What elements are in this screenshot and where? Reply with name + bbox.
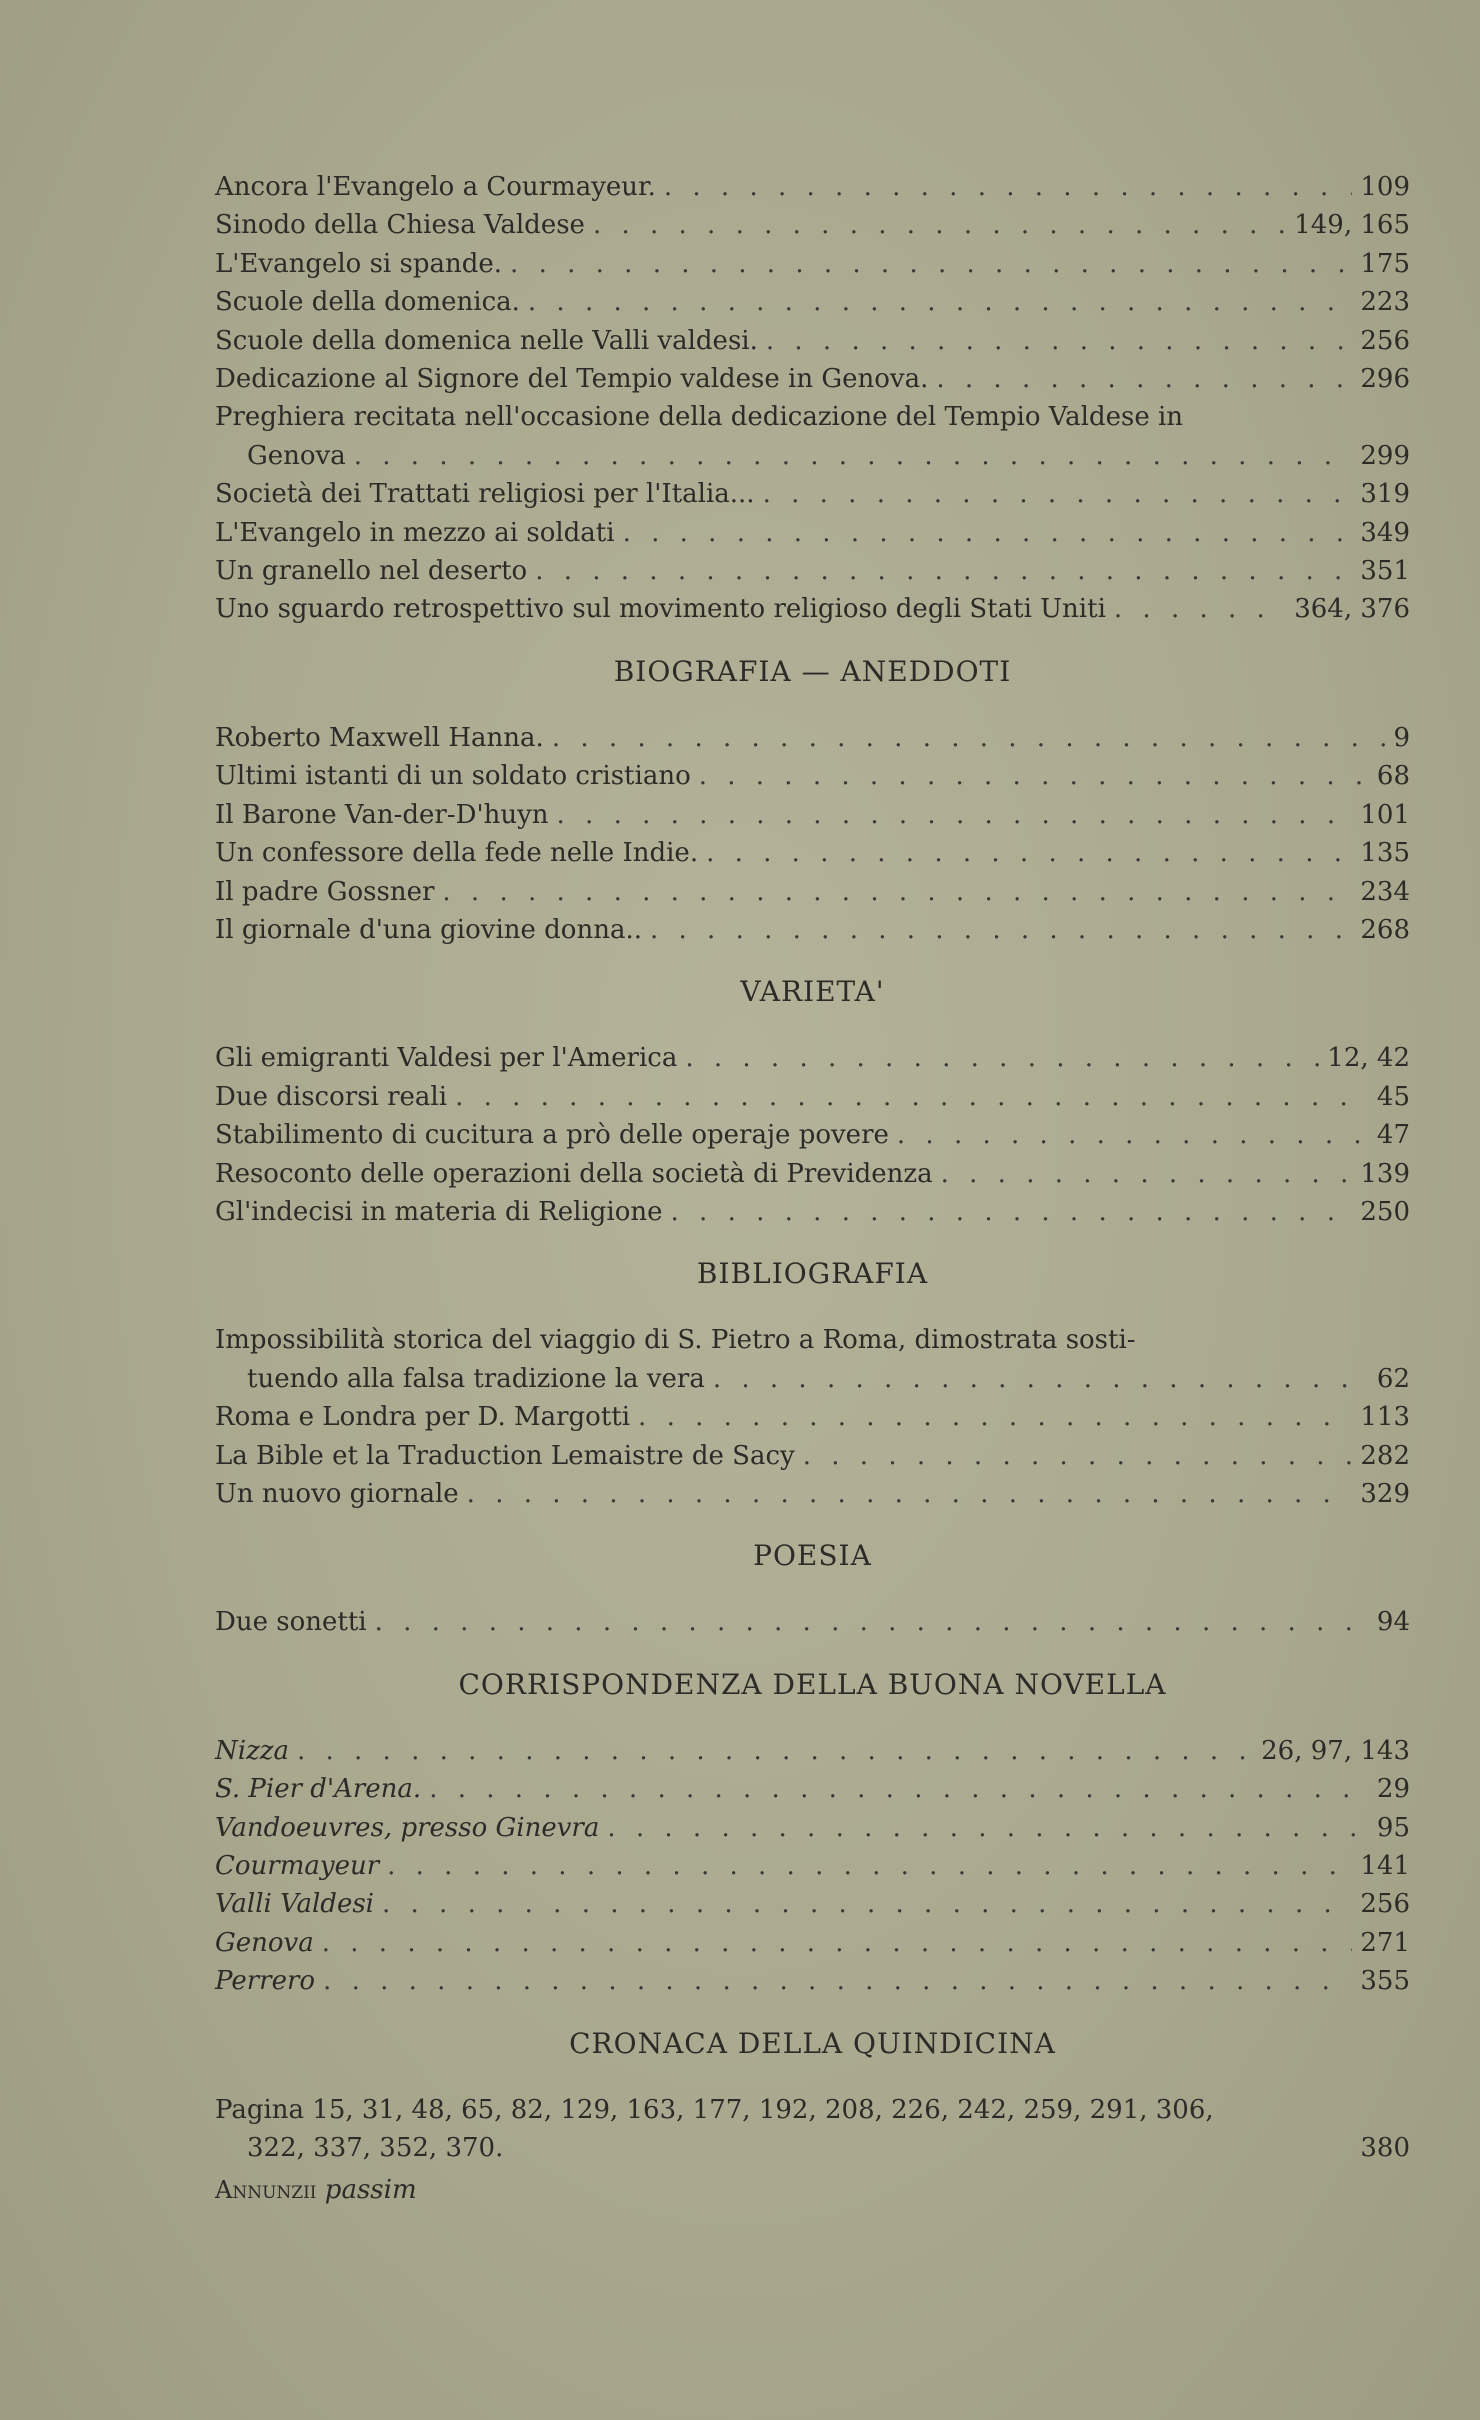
toc-entry (215, 322, 1410, 360)
dot-leader (323, 1962, 1352, 2000)
toc-section (215, 653, 1410, 949)
entry-line (215, 322, 1410, 360)
toc-entry (215, 1039, 1410, 1077)
entry-page: 26, 97, 143 (1261, 1735, 1410, 1766)
dot-leader (557, 796, 1353, 834)
entry-line (215, 475, 1410, 513)
annunzi-line (215, 2171, 1410, 2209)
entry-title-first-line: Preghiera recitata nell'occasione della dedicazione del Tempio Valdese in (215, 402, 1184, 433)
entry-page: 135 (1360, 838, 1410, 869)
dot-leader (897, 1116, 1369, 1154)
dot-leader (467, 1475, 1353, 1513)
entry-page: 355 (1360, 1966, 1410, 1997)
dot-leader (763, 475, 1353, 513)
entry-title: Gli emigranti Valdesi per l'America (215, 1043, 678, 1074)
entry-line (215, 1360, 1410, 1398)
toc-entry (215, 590, 1410, 628)
entry-page: 282 (1360, 1440, 1410, 1471)
spacer (317, 2175, 325, 2205)
entry-line (215, 1155, 1410, 1193)
toc-entry (215, 1847, 1410, 1885)
entry-title: Il giornale d'una giovine donna.. (215, 914, 642, 945)
entry-title: Perrero (215, 1966, 316, 1997)
entry-line (215, 168, 1410, 206)
entry-page: 250 (1360, 1196, 1410, 1227)
entry-line (215, 757, 1410, 795)
entry-page: 234 (1360, 876, 1410, 907)
entry-title: Un granello nel deserto (215, 556, 528, 587)
entry-line (215, 1924, 1410, 1962)
entry-title: Scuole della domenica. (215, 287, 520, 318)
entry-page: 101 (1360, 799, 1410, 830)
section-heading: BIOGRAFIA — ANEDDOTI (613, 654, 1012, 688)
entry-title: Ultimi istanti di un soldato cristiano (215, 761, 691, 792)
entry-title: Genova (215, 1927, 314, 1958)
toc-entry (215, 1732, 1410, 1770)
dot-leader (803, 1437, 1353, 1475)
toc-entry (215, 1155, 1410, 1193)
entry-page: 256 (1360, 1889, 1410, 1920)
entry-line (215, 1770, 1410, 1808)
toc-entry (215, 1116, 1410, 1154)
toc-entry (215, 283, 1410, 321)
entry-line (215, 206, 1410, 244)
entry-page: 329 (1360, 1478, 1410, 1509)
entry-title: Gl'indecisi in materia di Religione (215, 1196, 663, 1227)
entry-line (215, 437, 1410, 475)
entry-line (215, 796, 1410, 834)
dot-leader (322, 1924, 1353, 1962)
toc-section (215, 168, 1410, 629)
dot-leader (455, 1078, 1369, 1116)
entry-line (215, 590, 1410, 628)
dot-leader (593, 206, 1286, 244)
entry-page: 29 (1376, 1774, 1410, 1805)
dot-leader (650, 911, 1352, 949)
entry-line (215, 2129, 1410, 2167)
toc-entry (215, 475, 1410, 513)
entry-page: 9 (1393, 722, 1410, 753)
toc-entry (215, 398, 1410, 475)
entry-title: Ancora l'Evangelo a Courmayeur. (215, 172, 656, 202)
entry-page: 68 (1376, 761, 1410, 792)
entry-page: 256 (1360, 325, 1410, 356)
entry-page: 12, 42 (1327, 1043, 1410, 1074)
entry-line (215, 1437, 1410, 1475)
entry-page: 45 (1376, 1081, 1410, 1112)
entry-page: 380 (1360, 2133, 1410, 2164)
toc-entry (215, 168, 1410, 206)
entry-page: 296 (1360, 364, 1410, 395)
toc-entry (215, 1809, 1410, 1847)
entry-page: 175 (1360, 248, 1410, 279)
entry-title: Roma e Londra per D. Margotti (215, 1402, 631, 1433)
entry-title: L'Evangelo si spande. (215, 248, 503, 279)
entry-page: 139 (1360, 1158, 1410, 1189)
entry-title: Resoconto delle operazioni della società di Previdenza (215, 1158, 933, 1189)
entry-line (215, 1847, 1410, 1885)
entry-line (215, 1962, 1410, 2000)
section-heading: POESIA (753, 1539, 872, 1573)
entry-page: 299 (1360, 440, 1410, 471)
dot-leader (387, 1847, 1352, 1885)
entry-page: 271 (1360, 1927, 1410, 1958)
dot-leader (638, 1398, 1352, 1436)
toc-section (215, 2025, 1410, 2168)
entry-line (215, 1398, 1410, 1436)
entry-page: 349 (1360, 517, 1410, 548)
entry-title: 322, 337, 352, 370. (247, 2133, 504, 2164)
toc-entry (215, 1962, 1410, 2000)
dot-leader (607, 1809, 1369, 1847)
entry-title: Il padre Gossner (215, 876, 435, 907)
dot-leader (354, 437, 1353, 475)
entry-line (215, 552, 1410, 590)
entry-title: Roberto Maxwell Hanna. (215, 722, 544, 753)
toc-entry (215, 1770, 1410, 1808)
entry-line (215, 1885, 1410, 1923)
toc-section (215, 973, 1410, 1231)
entry-line (215, 360, 1410, 398)
entry-title-first-line: Impossibilità storica del viaggio di S. Pietro a Roma, dimostrata sosti- (215, 1325, 1136, 1356)
entry-page: 351 (1360, 556, 1410, 587)
dot-leader (1114, 590, 1286, 628)
entry-title: Nizza (215, 1735, 289, 1766)
entry-title: Uno sguardo retrospettivo sul movimento religioso degli Stati Uniti (215, 594, 1106, 625)
passim-label: passim (324, 2175, 417, 2206)
entry-title: Dedicazione al Signore del Tempio valdese in Genova. (215, 364, 929, 395)
toc-section (215, 1666, 1410, 2001)
entry-page: 141 (1360, 1851, 1410, 1881)
toc-entry (215, 245, 1410, 283)
dot-leader (442, 873, 1352, 911)
dot-leader (713, 1360, 1369, 1398)
entry-title: Un nuovo giornale (215, 1478, 459, 1509)
toc-entry (215, 1398, 1410, 1436)
toc-entry (215, 1078, 1410, 1116)
entry-line (215, 1732, 1410, 1770)
toc-entry (215, 360, 1410, 398)
entry-title: Genova (247, 440, 346, 471)
entry-line (215, 719, 1410, 757)
dot-leader (623, 514, 1353, 552)
toc-entry (215, 1437, 1410, 1475)
toc-entry (215, 1603, 1410, 1641)
toc-entry (215, 1885, 1410, 1923)
dot-leader (552, 719, 1386, 757)
entry-line (215, 1193, 1410, 1231)
entry-line (215, 245, 1410, 283)
entry-page: 113 (1360, 1402, 1410, 1433)
toc-entry (215, 873, 1410, 911)
entry-line (215, 514, 1410, 552)
entry-page: 94 (1376, 1607, 1410, 1638)
entry-page: 268 (1360, 914, 1410, 945)
entry-title: Due discorsi reali (215, 1081, 448, 1112)
toc-section (215, 1537, 1410, 1641)
entry-title: Società dei Trattati religiosi per l'Italia... (215, 479, 755, 510)
dot-leader (706, 834, 1352, 872)
entry-line (215, 283, 1410, 321)
annunzi-label: Annunzii (215, 2176, 317, 2205)
toc-entry (215, 514, 1410, 552)
toc-entry (215, 1321, 1410, 1398)
dot-leader (510, 245, 1352, 283)
section-heading: BIBLIOGRAFIA (696, 1257, 929, 1291)
entry-title: Il Barone Van-der-D'huyn (215, 799, 549, 830)
toc-entry (215, 1193, 1410, 1231)
dot-leader (535, 552, 1352, 590)
entry-title: L'Evangelo in mezzo ai soldati (215, 517, 615, 548)
dot-leader (297, 1732, 1253, 1770)
entry-line (215, 1039, 1410, 1077)
toc-section (215, 1255, 1410, 1513)
entry-title: S. Pier d'Arena. (215, 1774, 422, 1805)
section-heading: CORRISPONDENZA DELLA BUONA NOVELLA (458, 1667, 1167, 1701)
entry-line (215, 1603, 1410, 1641)
dot-leader (766, 322, 1352, 360)
toc-entry (215, 552, 1410, 590)
dot-leader (375, 1603, 1369, 1641)
entry-page: 47 (1376, 1120, 1410, 1151)
entry-title: Un confessore della fede nelle Indie. (215, 838, 699, 869)
entry-title: Valli Valdesi (215, 1889, 374, 1920)
entry-title: Due sonetti (215, 1607, 367, 1638)
dot-leader (941, 1155, 1353, 1193)
dot-leader (685, 1039, 1319, 1077)
entry-line (215, 1116, 1410, 1154)
dot-leader (699, 757, 1369, 795)
section-heading: CRONACA DELLA QUINDICINA (569, 2026, 1056, 2060)
dot-leader (382, 1885, 1352, 1923)
entry-page: 319 (1360, 479, 1410, 510)
entry-title: Vandoeuvres, presso Ginevra (215, 1812, 600, 1843)
entry-line (215, 873, 1410, 911)
toc-entry (215, 2091, 1410, 2168)
entry-line (215, 1475, 1410, 1513)
entry-line (215, 834, 1410, 872)
dot-leader (936, 360, 1352, 398)
toc-entry (215, 796, 1410, 834)
entry-title: Sinodo della Chiesa Valdese (215, 210, 585, 241)
entry-page: 223 (1360, 287, 1410, 318)
toc-entry (215, 1924, 1410, 1962)
entry-title-first-line: Pagina 15, 31, 48, 65, 82, 129, 163, 177, 192, 208, 226, 242, 259, 291, 306, (215, 2094, 1214, 2125)
entry-page: 109 (1360, 172, 1410, 202)
entry-title: Courmayeur (215, 1851, 380, 1881)
entry-line (215, 1078, 1410, 1116)
dot-leader (671, 1193, 1353, 1231)
toc-entry (215, 757, 1410, 795)
entry-line (215, 1809, 1410, 1847)
toc-entry (215, 834, 1410, 872)
entry-page: 62 (1376, 1363, 1410, 1394)
toc-entry (215, 206, 1410, 244)
entry-page: 95 (1376, 1812, 1410, 1843)
toc-entry (215, 1475, 1410, 1513)
entry-line (215, 911, 1410, 949)
table-of-contents (215, 168, 1410, 2210)
section-heading: VARIETA' (740, 975, 885, 1009)
toc-entry (215, 911, 1410, 949)
dot-leader (664, 168, 1352, 206)
entry-title: La Bible et la Traduction Lemaistre de Sacy (215, 1440, 795, 1471)
entry-page: 364, 376 (1294, 594, 1410, 625)
entry-title: tuendo alla falsa tradizione la vera (247, 1363, 705, 1394)
toc-entry (215, 719, 1410, 757)
entry-title: Scuole della domenica nelle Valli valdesi. (215, 325, 758, 356)
entry-title: Stabilimento di cucitura a prò delle operaje povere (215, 1120, 889, 1151)
dot-leader (429, 1770, 1369, 1808)
entry-page: 149, 165 (1294, 210, 1410, 241)
dot-leader (528, 283, 1352, 321)
